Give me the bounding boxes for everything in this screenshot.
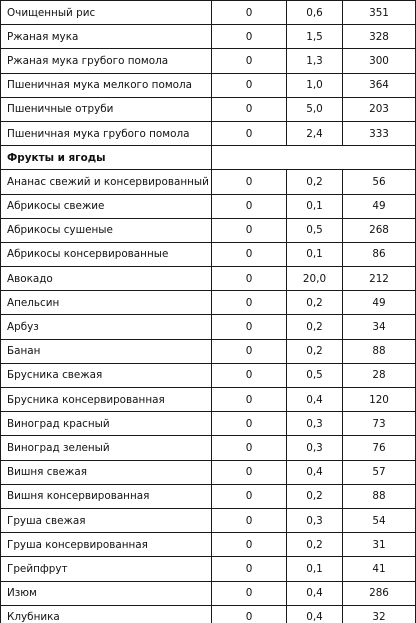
table-row [1,218,416,242]
value-b-cell: 0,4 [287,605,343,623]
value-a-cell: 0 [212,460,287,484]
food-name-cell: Апельсин [1,291,212,315]
table-row [1,267,416,291]
value-c-cell: 212 [343,267,416,291]
table-row [1,194,416,218]
value-c-cell: 86 [343,242,416,266]
section-title: Фрукты и ягоды [1,146,212,170]
food-name-cell: Грейпфрут [1,557,212,581]
food-name-cell: Ананас свежий и консервированный [1,170,212,194]
food-name-cell: Ржаная мука [1,25,212,49]
value-a-cell: 0 [212,388,287,412]
value-c-cell: 203 [343,97,416,121]
value-a-cell: 0 [212,533,287,557]
value-c-cell: 76 [343,436,416,460]
food-name-cell: Абрикосы консервированные [1,242,212,266]
food-name-cell: Абрикосы сушеные [1,218,212,242]
value-a-cell: 0 [212,49,287,73]
food-name-cell: Ржаная мука грубого помола [1,49,212,73]
table-row [1,412,416,436]
value-a-cell: 0 [212,315,287,339]
table-row [1,73,416,97]
value-b-cell: 0,2 [287,291,343,315]
value-b-cell: 0,2 [287,315,343,339]
food-name-cell: Арбуз [1,315,212,339]
value-c-cell: 28 [343,363,416,387]
food-name-cell: Вишня свежая [1,460,212,484]
value-a-cell: 0 [212,557,287,581]
value-b-cell: 0,4 [287,581,343,605]
value-c-cell: 328 [343,25,416,49]
value-a-cell: 0 [212,242,287,266]
value-a-cell: 0 [212,170,287,194]
value-b-cell: 0,2 [287,484,343,508]
table-row [1,533,416,557]
food-name-cell: Брусника свежая [1,363,212,387]
value-a-cell: 0 [212,484,287,508]
value-c-cell: 120 [343,388,416,412]
value-a-cell: 0 [212,73,287,97]
table-row [1,291,416,315]
value-b-cell: 0,5 [287,363,343,387]
value-c-cell: 268 [343,218,416,242]
food-name-cell: Пшеничная мука мелкого помола [1,73,212,97]
table-row [1,242,416,266]
value-a-cell: 0 [212,339,287,363]
value-a-cell: 0 [212,25,287,49]
value-b-cell: 0,3 [287,436,343,460]
food-name-cell: Груша свежая [1,508,212,532]
value-c-cell: 73 [343,412,416,436]
table-row [1,49,416,73]
food-name-cell: Очищенный рис [1,1,212,25]
value-a-cell: 0 [212,363,287,387]
value-b-cell: 0,1 [287,242,343,266]
table-row [1,605,416,623]
food-name-cell: Банан [1,339,212,363]
food-name-cell: Клубника [1,605,212,623]
value-b-cell: 5,0 [287,97,343,121]
value-c-cell: 88 [343,339,416,363]
value-c-cell: 364 [343,73,416,97]
table-row [1,121,416,145]
value-b-cell: 1,5 [287,25,343,49]
value-a-cell: 0 [212,267,287,291]
value-a-cell: 0 [212,1,287,25]
food-name-cell: Виноград красный [1,412,212,436]
table-row [1,97,416,121]
value-b-cell: 0,2 [287,339,343,363]
value-a-cell: 0 [212,581,287,605]
food-name-cell: Пшеничная мука грубого помола [1,121,212,145]
food-name-cell: Авокадо [1,267,212,291]
value-b-cell: 0,4 [287,460,343,484]
value-a-cell: 0 [212,436,287,460]
value-b-cell: 1,0 [287,73,343,97]
value-c-cell: 49 [343,291,416,315]
value-a-cell: 0 [212,121,287,145]
food-name-cell: Пшеничные отруби [1,97,212,121]
value-b-cell: 0,6 [287,1,343,25]
table-row [1,436,416,460]
value-b-cell: 0,2 [287,170,343,194]
value-c-cell: 286 [343,581,416,605]
table-row [1,170,416,194]
value-c-cell: 31 [343,533,416,557]
table-row [1,557,416,581]
table-row [1,581,416,605]
value-a-cell: 0 [212,194,287,218]
food-name-cell: Абрикосы свежие [1,194,212,218]
food-name-cell: Груша консервированная [1,533,212,557]
value-b-cell: 0,3 [287,508,343,532]
value-b-cell: 2,4 [287,121,343,145]
table-row [1,25,416,49]
food-name-cell: Брусника консервированная [1,388,212,412]
value-c-cell: 56 [343,170,416,194]
value-b-cell: 0,1 [287,557,343,581]
value-c-cell: 57 [343,460,416,484]
value-b-cell: 0,1 [287,194,343,218]
value-b-cell: 0,4 [287,388,343,412]
food-name-cell: Виноград зеленый [1,436,212,460]
table-row [1,484,416,508]
value-c-cell: 351 [343,1,416,25]
table-row [1,1,416,25]
value-a-cell: 0 [212,412,287,436]
value-c-cell: 34 [343,315,416,339]
value-b-cell: 0,2 [287,533,343,557]
value-b-cell: 20,0 [287,267,343,291]
value-c-cell: 49 [343,194,416,218]
table-row [1,339,416,363]
value-a-cell: 0 [212,605,287,623]
table-row [1,315,416,339]
value-c-cell: 333 [343,121,416,145]
section-empty-cell [212,146,416,170]
value-c-cell: 41 [343,557,416,581]
value-a-cell: 0 [212,291,287,315]
table-row [1,460,416,484]
section-header-row [1,146,416,170]
value-a-cell: 0 [212,508,287,532]
value-c-cell: 54 [343,508,416,532]
table-row [1,363,416,387]
value-c-cell: 300 [343,49,416,73]
food-name-cell: Изюм [1,581,212,605]
value-a-cell: 0 [212,218,287,242]
table-row [1,388,416,412]
value-b-cell: 1,3 [287,49,343,73]
nutrition-table-body [1,1,416,623]
value-b-cell: 0,5 [287,218,343,242]
value-c-cell: 88 [343,484,416,508]
value-a-cell: 0 [212,97,287,121]
value-c-cell: 32 [343,605,416,623]
food-name-cell: Вишня консервированная [1,484,212,508]
value-b-cell: 0,3 [287,412,343,436]
table-row [1,508,416,532]
